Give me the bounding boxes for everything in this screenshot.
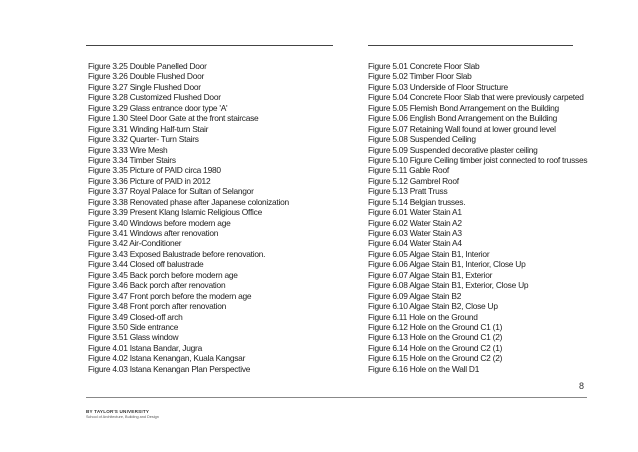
figure-caption: Figure 6.11 Hole on the Ground [368,311,478,322]
figure-caption: Figure 6.12 Hole on the Ground C1 (1) [368,321,503,332]
figure-caption: Figure 3.41 Windows after renovation [88,228,219,238]
figure-caption: Figure 6.05 Algae Stain B1, Interior [368,248,490,259]
figure-caption: Figure 6.15 Hole on the Ground C2 (2) [368,353,503,364]
logo-line-1: BY TAYLOR'S UNIVERSITY [86,409,150,414]
figure-caption: Figure 3.49 Closed-off arch [88,311,183,322]
figure-caption: Figure 6.04 Water Stain A4 [368,238,462,249]
figure-caption: Figure 6.13 Hole on the Ground C1 (2) [368,332,503,343]
figure-caption: Figure 4.02 Istana Kenangan, Kuala Kangsar [88,353,246,364]
figure-caption: Figure 5.08 Suspended Ceiling [368,134,476,145]
figure-caption: Figure 6.10 Algae Stain B2, Close Up [368,301,498,312]
figure-caption: Figure 3.36 Picture of PAID in 2012 [88,175,211,186]
figure-caption: Figure 4.03 Istana Kenangan Plan Perspective [88,363,251,374]
university-logo [86,409,159,420]
figure-caption: Figure 6.14 Hole on the Ground C2 (1) [368,342,503,353]
figure-caption: Figure 3.44 Closed off balustrade [88,259,204,270]
figure-caption: Figure 5.13 Pratt Truss [368,186,448,197]
figure-list-left [88,61,353,374]
figure-caption: Figure 3.50 Side entrance [88,321,179,332]
figure-caption: Figure 4.01 Istana Bandar, Jugra [88,342,202,353]
figure-caption: Figure 5.06 English Bond Arrangement on the Building [368,113,558,124]
figure-caption: Figure 6.08 Algae Stain B1, Exterior, Close Up [368,280,529,291]
figure-caption: Figure 3.34 Timber Stairs [88,154,176,165]
figure-caption: Figure 3.51 Glass window [88,332,179,343]
figure-caption: Figure 6.07 Algae Stain B1, Exterior [368,269,493,280]
figure-caption: Figure 3.45 Back porch before modern age [88,269,238,280]
figure-caption: Figure 3.26 Double Flushed Door [88,71,205,82]
figure-caption: Figure 5.14 Belgian trusses. [368,196,466,207]
figure-caption: Figure 3.29 Glass entrance door type 'A' [88,102,228,113]
figure-caption: Figure 5.03 Underside of Floor Structure [368,81,508,92]
figure-caption: Figure 3.46 Back porch after renovation [88,280,226,291]
page-number: 8 [578,381,584,391]
figure-caption: Figure 3.37 Royal Palace for Sultan of Selangor [88,186,254,197]
figure-caption: Figure 6.09 Algae Stain B2 [368,290,462,301]
figure-caption: Figure 5.05 Flemish Bond Arrangement on the Building [368,102,559,113]
figure-caption: Figure 5.09 Suspended decorative plaster ceiling [368,144,538,155]
figure-caption: Figure 3.43 Exposed Balustrade before renovation. [88,248,266,259]
figure-caption: Figure 5.01 Concrete Floor Slab [368,61,480,71]
figure-caption: Figure 3.31 Winding Half-turn Stair [88,123,209,134]
logo-line-2: School of Architecture, Building and Design [86,415,159,419]
figure-caption: Figure 6.01 Water Stain A1 [368,207,462,218]
figure-list-right [368,61,598,374]
figure-caption: Figure 3.28 Customized Flushed Door [88,92,221,103]
figure-caption: Figure 3.39 Present Klang Islamic Religious Office [88,207,263,218]
figure-caption: Figure 3.35 Picture of PAID circa 1980 [88,165,221,176]
figure-caption: Figure 5.02 Timber Floor Slab [368,71,472,82]
figure-caption: Figure 3.27 Single Flushed Door [88,81,201,92]
figure-caption: Figure 3.32 Quarter- Turn Stairs [88,134,199,145]
figure-caption: Figure 6.16 Hole on the Wall D1 [368,363,480,374]
figure-caption: Figure 3.38 Renovated phase after Japanese colonization [88,196,289,207]
figure-caption: Figure 3.25 Double Panelled Door [88,61,207,71]
figure-caption: Figure 5.04 Concrete Floor Slab that were previously carpeted [368,92,584,103]
figure-caption: Figure 6.03 Water Stain A3 [368,228,462,238]
figure-caption: Figure 5.12 Gambrel Roof [368,175,459,186]
figure-caption: Figure 5.10 Figure Ceiling timber joist connected to roof trusses [368,154,588,165]
figure-caption: Figure 6.06 Algae Stain B1, Interior, Close Up [368,259,526,270]
figure-caption: Figure 3.42 Air-Conditioner [88,238,182,249]
figure-caption: Figure 1.30 Steel Door Gate at the front staircase [88,113,259,124]
footer-rule [86,397,587,398]
figure-caption: Figure 3.47 Front porch before the modern age [88,290,252,301]
figure-caption: Figure 3.33 Wire Mesh [88,144,168,155]
figure-caption: Figure 5.07 Retaining Wall found at lower ground level [368,123,556,134]
header-rule-left [86,45,333,46]
header-rule-right [368,45,573,46]
figure-caption: Figure 3.40 Windows before modern age [88,217,231,228]
figure-caption: Figure 5.11 Gable Roof [368,165,449,176]
figure-caption: Figure 3.48 Front porch after renovation [88,301,227,312]
figure-caption: Figure 6.02 Water Stain A2 [368,217,462,228]
